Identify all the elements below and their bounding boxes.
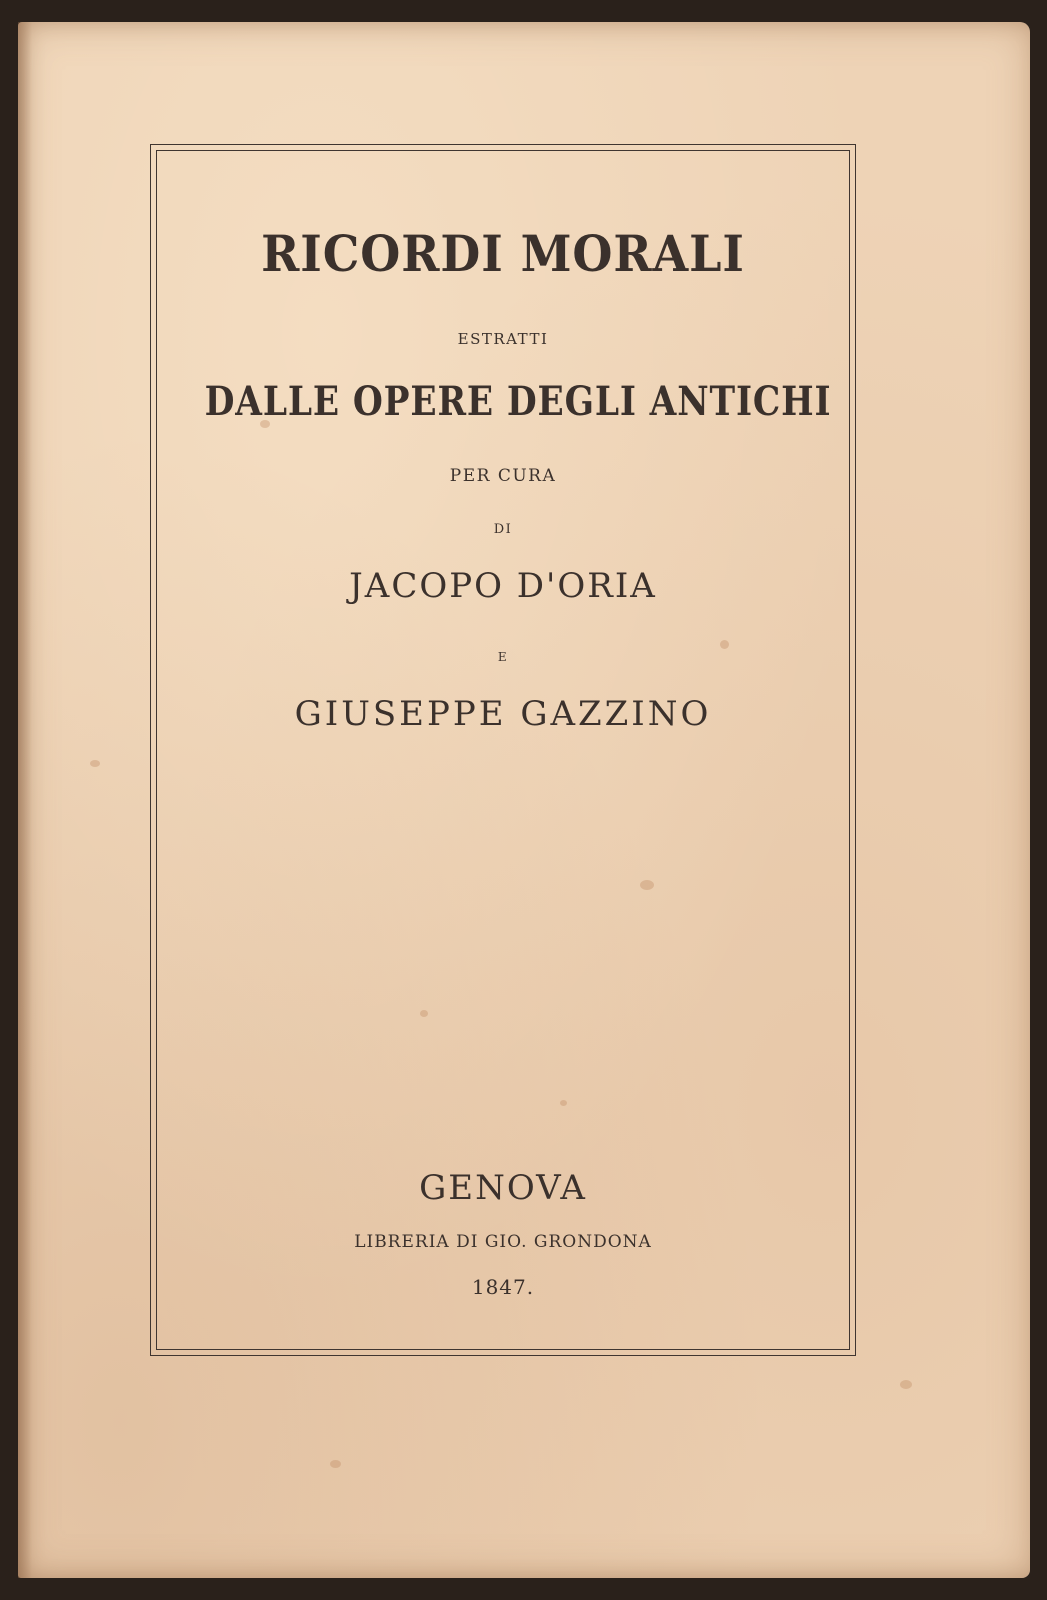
spine-edge (18, 22, 32, 1578)
publisher: LIBRERIA DI GIO. GRONDONA (354, 1232, 652, 1252)
foxing-spot (90, 760, 100, 767)
book-title: RICORDI MORALI (261, 224, 745, 283)
publication-city: GENOVA (419, 1168, 587, 1208)
foxing-spot (900, 1380, 912, 1389)
publication-year: 1847. (471, 1275, 535, 1299)
foxing-spot (330, 1460, 341, 1468)
book-subtitle: DALLE OPERE DEGLI ANTICHI (204, 378, 832, 425)
author-jacopo: JACOPO D'ORIA (349, 566, 657, 606)
per-cura-label: PER CURA (449, 466, 557, 486)
di-label: DI (493, 522, 513, 537)
estratti-label: ESTRATTI (457, 330, 549, 348)
author-giuseppe: GIUSEPPE GAZZINO (294, 694, 712, 734)
e-label: E (497, 650, 509, 664)
